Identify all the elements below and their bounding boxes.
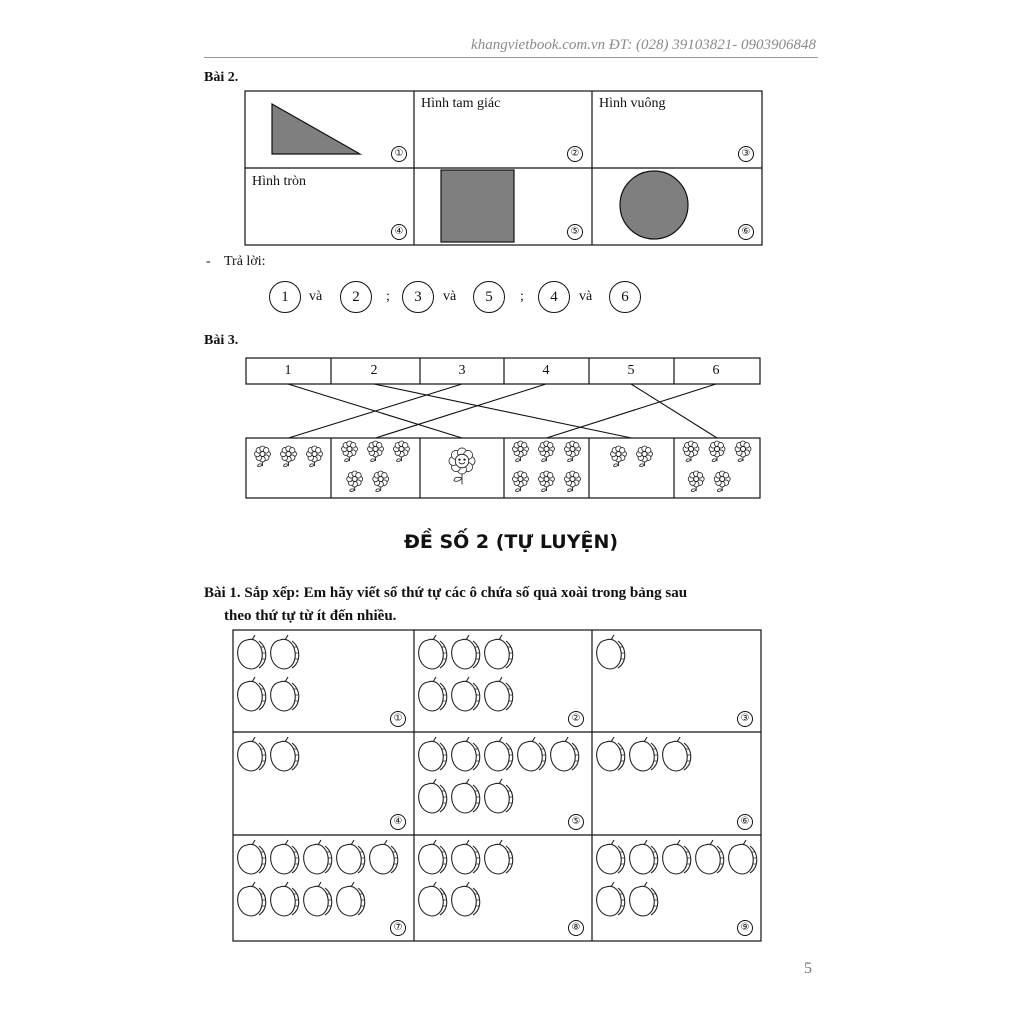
mango-icon: [271, 677, 299, 711]
flower-leaf: [345, 459, 350, 462]
mango-body: [518, 741, 543, 771]
flower-center: [694, 477, 699, 482]
mango-cell-number-1: ①: [390, 711, 406, 727]
mango-icon: [238, 635, 266, 669]
flower-icon: [255, 446, 271, 466]
mango-body: [663, 741, 688, 771]
mango-cell-number-6: ⑥: [737, 814, 753, 830]
answer-pair-2-first: 3: [402, 281, 434, 313]
page-number: 5: [804, 960, 812, 977]
bai3-match-lines: [288, 384, 717, 438]
flower-center: [642, 452, 647, 457]
bai2-cell-2-text: Hình tam giác: [421, 96, 501, 111]
flower-leaf: [350, 489, 355, 492]
mango-body: [597, 886, 622, 916]
flower-leaf: [371, 459, 376, 462]
mango-icon: [597, 882, 625, 916]
mango-body: [597, 741, 622, 771]
answer-label: Trả lời:: [224, 254, 266, 269]
flower-center: [518, 477, 523, 482]
flower-icon: [513, 441, 529, 461]
mango-body: [271, 639, 296, 669]
mango-body: [271, 741, 296, 771]
bai3-number-4: 4: [542, 363, 550, 378]
flower-icon: [449, 448, 475, 484]
flower-center: [570, 447, 575, 452]
mango-body: [729, 844, 754, 874]
answer-pair-3-joiner: và: [579, 289, 593, 304]
flower-leaf: [542, 459, 547, 462]
flower-center: [689, 447, 694, 452]
mango-icon: [238, 737, 266, 771]
mango-body: [452, 886, 477, 916]
answer-pair-2-second: 5: [473, 281, 505, 313]
answer-pair-1-second: 2: [340, 281, 372, 313]
mango-body: [271, 886, 296, 916]
answer-separator-2: ;: [520, 289, 524, 304]
mango-icon: [271, 635, 299, 669]
bai3-number-5: 5: [627, 363, 635, 378]
mango-icon: [663, 840, 691, 874]
flower-leaf: [717, 489, 722, 492]
bai2-cell-1-number: ①: [391, 146, 407, 162]
answer-pair-1-first: 1: [269, 281, 301, 313]
mango-cell-number-5: ⑤: [568, 814, 584, 830]
flower-icon: [513, 471, 529, 491]
mango-body: [370, 844, 395, 874]
flower-leaf: [686, 459, 691, 462]
mango-body: [419, 741, 444, 771]
flower-icon: [714, 471, 730, 491]
mango-icon: [485, 779, 513, 813]
flower-leaf: [568, 489, 573, 492]
mango-icon: [370, 840, 398, 874]
mango-cell-number-4: ④: [390, 814, 406, 830]
circle-shape: [620, 171, 688, 239]
flower-center: [378, 477, 383, 482]
mango-icon: [419, 635, 447, 669]
flower-icon: [565, 471, 581, 491]
flower-icon: [539, 471, 555, 491]
mango-body: [630, 844, 655, 874]
flower-center: [518, 447, 523, 452]
mango-icon: [271, 882, 299, 916]
mango-body: [271, 844, 296, 874]
mango-icon: [238, 677, 266, 711]
mango-cell-number-7: ⑦: [390, 920, 406, 936]
flower-center: [720, 477, 725, 482]
flower-leaf: [376, 489, 381, 492]
mango-body: [304, 886, 329, 916]
mango-icon: [597, 635, 625, 669]
bai3-match-line: [374, 384, 632, 438]
mango-icon: [452, 779, 480, 813]
flower-center: [741, 447, 746, 452]
mango-icon: [452, 677, 480, 711]
bai2-cell-3-text: Hình vuông: [599, 96, 666, 111]
flower-leaf: [691, 489, 696, 492]
bai3-flower-row: [246, 438, 760, 498]
mango-icon: [419, 677, 447, 711]
mango-body: [419, 783, 444, 813]
mango-body: [238, 681, 263, 711]
flower-leaf: [397, 459, 402, 462]
mango-icon: [419, 882, 447, 916]
mango-body: [419, 681, 444, 711]
flower-leaf: [516, 459, 521, 462]
bai1-instruction-line-1: Bài 1. Sắp xếp: Em hãy viết số thứ tự các ô chứa số quả xoài trong bảng sau: [204, 585, 688, 601]
bai3-match-line: [631, 384, 717, 438]
bai3-number-row: [246, 358, 760, 384]
mango-icon: [337, 882, 365, 916]
flower-center: [616, 452, 621, 457]
bai3-title: Bài 3.: [204, 333, 239, 348]
mango-body: [419, 639, 444, 669]
mango-body: [337, 886, 362, 916]
flower-icon: [307, 446, 323, 466]
mangoes: [238, 635, 757, 916]
mango-icon: [452, 737, 480, 771]
mango-icon: [696, 840, 724, 874]
flower-center: [312, 452, 317, 457]
mango-icon: [238, 840, 266, 874]
flower-leaf: [738, 459, 743, 462]
flower-leaf: [712, 459, 717, 462]
flower-leaf: [516, 489, 521, 492]
mango-body: [238, 844, 263, 874]
flower-leaf: [542, 489, 547, 492]
flower-leaf: [284, 464, 289, 467]
bai3-number-1: 1: [284, 363, 292, 378]
flower-icon: [709, 441, 725, 461]
flower-icon: [373, 471, 389, 491]
flower-leaf: [310, 464, 315, 467]
mango-icon: [630, 737, 658, 771]
mango-icon: [597, 840, 625, 874]
flower-eye: [463, 458, 465, 460]
mango-icon: [452, 882, 480, 916]
flower-center: [286, 452, 291, 457]
mango-icon: [485, 840, 513, 874]
mango-body: [663, 844, 688, 874]
mango-body: [630, 886, 655, 916]
flower-icon: [539, 441, 555, 461]
mango-body: [630, 741, 655, 771]
bai2-cell-3-number: ③: [738, 146, 754, 162]
header-contact: khangvietbook.com.vn ĐT: (028) 39103821- 0903906848: [471, 37, 816, 53]
mango-body: [551, 741, 576, 771]
flower-icon: [565, 441, 581, 461]
flower-center: [544, 447, 549, 452]
flower-icon: [342, 441, 358, 461]
mango-icon: [452, 840, 480, 874]
flower-leaf: [640, 464, 645, 467]
flower-leaf: [454, 477, 462, 481]
mango-icon: [271, 840, 299, 874]
mango-body: [452, 741, 477, 771]
mango-body: [238, 741, 263, 771]
flower-center: [347, 447, 352, 452]
de2-title: ĐỀ SỐ 2 (TỰ LUYỆN): [403, 531, 619, 553]
answer-pair-3-first: 4: [538, 281, 570, 313]
square-shape: [441, 170, 514, 242]
mango-body: [452, 783, 477, 813]
flower-center: [544, 477, 549, 482]
mango-icon: [419, 737, 447, 771]
bai2-cell-4-text: Hình tròn: [252, 174, 307, 189]
flower-icon: [611, 446, 627, 466]
mango-body: [238, 886, 263, 916]
bai2-title: Bài 2.: [204, 70, 239, 85]
mango-body: [597, 844, 622, 874]
mango-icon: [729, 840, 757, 874]
mango-icon: [337, 840, 365, 874]
flower-icon: [394, 441, 410, 461]
flower-icon: [683, 441, 699, 461]
mango-icon: [551, 737, 579, 771]
mango-body: [485, 639, 510, 669]
mango-body: [419, 844, 444, 874]
mango-icon: [485, 737, 513, 771]
mango-body: [452, 681, 477, 711]
flower-icon: [688, 471, 704, 491]
mango-icon: [630, 840, 658, 874]
flower-center: [352, 477, 357, 482]
flower-eye: [458, 458, 460, 460]
mango-body: [304, 844, 329, 874]
mango-icon: [485, 677, 513, 711]
bai3-match-line: [376, 384, 547, 438]
mango-body: [452, 639, 477, 669]
flower-leaf: [258, 464, 263, 467]
flower-icon: [281, 446, 297, 466]
bai3-match-line: [547, 384, 717, 438]
flower-center: [715, 447, 720, 452]
answer-dash: -: [206, 254, 211, 269]
mango-body: [337, 844, 362, 874]
flower-center: [260, 452, 265, 457]
mango-icon: [271, 737, 299, 771]
mango-body: [597, 639, 622, 669]
bai3-number-row-border: [246, 358, 760, 384]
mango-body: [419, 886, 444, 916]
mango-body: [485, 741, 510, 771]
flower-center: [570, 477, 575, 482]
flower-icon: [368, 441, 384, 461]
triangle-shape: [272, 104, 360, 154]
mango-body: [452, 844, 477, 874]
flower-center: [399, 447, 404, 452]
flower-leaf: [568, 459, 573, 462]
answer-separator-1: ;: [386, 289, 390, 304]
flower-icon: [637, 446, 653, 466]
flower-icon: [347, 471, 363, 491]
mango-cell-number-2: ②: [568, 711, 584, 727]
answer-pair-2-joiner: và: [443, 289, 457, 304]
mango-icon: [452, 635, 480, 669]
mango-body: [238, 639, 263, 669]
mango-icon: [518, 737, 546, 771]
flower-leaf: [614, 464, 619, 467]
mango-icon: [597, 737, 625, 771]
bai2-cell-2-number: ②: [567, 146, 583, 162]
flower-center: [373, 447, 378, 452]
mango-body: [485, 783, 510, 813]
mango-body: [696, 844, 721, 874]
answer-pair-1-joiner: và: [309, 289, 323, 304]
mango-icon: [663, 737, 691, 771]
mango-cell-number-8: ⑧: [568, 920, 584, 936]
mango-icon: [630, 882, 658, 916]
bai2-shapes: [272, 104, 688, 242]
bai3-flowers: [255, 441, 751, 491]
flower-icon: [735, 441, 751, 461]
bai3-flower-row-border: [246, 438, 760, 498]
bai3-number-6: 6: [712, 363, 720, 378]
mango-icon: [304, 840, 332, 874]
mango-cell-number-9: ⑨: [737, 920, 753, 936]
mango-body: [485, 681, 510, 711]
mango-body: [485, 844, 510, 874]
bai3-number-3: 3: [458, 363, 466, 378]
mango-body: [271, 681, 296, 711]
bai2-cell-5-number: ⑤: [567, 224, 583, 240]
mango-icon: [304, 882, 332, 916]
mango-icon: [419, 779, 447, 813]
bai3-number-2: 2: [370, 363, 378, 378]
mango-icon: [419, 840, 447, 874]
flower-center: [455, 454, 469, 468]
bai2-cell-6-number: ⑥: [738, 224, 754, 240]
mango-icon: [238, 882, 266, 916]
answer-pair-3-second: 6: [609, 281, 641, 313]
mango-icon: [485, 635, 513, 669]
bai1-instruction-line-2: theo thứ tự từ ít đến nhiều.: [224, 608, 397, 624]
bai2-cell-4-number: ④: [391, 224, 407, 240]
mango-cell-number-3: ③: [737, 711, 753, 727]
